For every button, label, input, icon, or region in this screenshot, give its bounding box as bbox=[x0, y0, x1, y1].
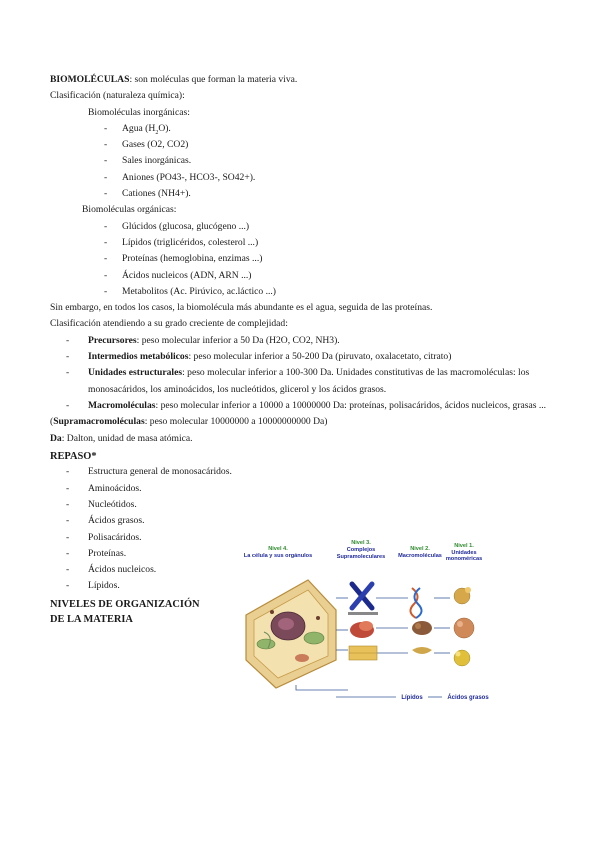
level1-line2: Unidades bbox=[451, 550, 477, 556]
level2-line2: Macromoléculas bbox=[398, 553, 442, 559]
classification-chem: Clasificación (naturaleza química): bbox=[50, 90, 185, 102]
list-item: - Precursores: peso molecular inferior a 50 Da (H2O, CO2, NH3). bbox=[66, 334, 340, 346]
list-item: - Macromoléculas: peso molecular inferior a 10000 a 10000000 Da: proteínas, polisacáridos, ácidos nucleicos, grasas ... bbox=[66, 399, 547, 411]
list-item: - Gases (O2, CO2) bbox=[104, 139, 189, 151]
intro-definition: : son moléculas que forman la materia viva. bbox=[129, 74, 298, 85]
level2-line1: Nivel 2. bbox=[410, 546, 430, 552]
list-item: - Polisacáridos. bbox=[66, 531, 142, 543]
polysaccharide-illustration bbox=[412, 647, 432, 654]
level3-line1: Nivel 3. bbox=[351, 540, 371, 546]
note-water: Sin embargo, en todos los casos, la biomolécula más abundante es el agua, seguida de las proteínas. bbox=[50, 302, 433, 314]
level3-line2: Complejos bbox=[346, 547, 376, 553]
membrane-illustration bbox=[349, 646, 377, 660]
list-item: - Glúcidos (glucosa, glucógeno ...) bbox=[104, 220, 250, 232]
level4-line2: La célula y sus orgánulos bbox=[243, 553, 313, 559]
list-item: - Agua $(H_2O)$. bbox=[104, 122, 171, 136]
dna-illustration bbox=[410, 588, 421, 618]
list-item: - Nucleótidos. bbox=[66, 498, 137, 510]
ribosome-illustration bbox=[350, 621, 374, 638]
list-item: - Ácidos grasos. bbox=[66, 515, 145, 527]
list-item: - Sales inorgánicas. bbox=[104, 155, 192, 167]
protein-illustration bbox=[412, 621, 432, 635]
monomer-illustrations bbox=[454, 587, 474, 666]
level1-line3: monoméricas bbox=[445, 556, 483, 562]
list-item: - Estructura general de monosacáridos. bbox=[66, 466, 232, 478]
intro-term: BIOMOLÉCULAS bbox=[50, 74, 130, 85]
inorganic-title: Biomoléculas inorgánicas: bbox=[88, 106, 190, 118]
levels-diagram bbox=[236, 540, 506, 710]
supra-line: (Supramacromoléculas: peso molecular 10000000 a 10000000000 Da) bbox=[50, 416, 328, 428]
intro-line bbox=[50, 72, 560, 88]
dalton-line: Da: Dalton, unidad de masa atómica. bbox=[50, 432, 193, 444]
organization-levels-figure bbox=[236, 540, 506, 710]
cell-illustration bbox=[246, 580, 336, 688]
list-item: - Aniones (PO43-, HCO3-, SO42+). bbox=[104, 171, 256, 183]
list-item: - Proteínas. bbox=[66, 547, 127, 559]
list-item: - Proteínas (hemoglobina, enzimas ...) bbox=[104, 253, 263, 265]
review-title: REPASO* bbox=[50, 450, 97, 462]
level4-line1: Nivel 4. bbox=[268, 546, 288, 552]
list-item: - Metabolitos (Ac. Pirúvico, ac.láctico ...) bbox=[104, 285, 276, 297]
list-item: - Intermedios metabólicos: peso molecular inferior a 50-200 Da (piruvato, oxalacetato, citrato) bbox=[66, 351, 452, 363]
chromosome-illustration bbox=[348, 584, 378, 615]
level1-line1: Nivel 1. bbox=[454, 543, 474, 549]
label-acidos-grasos: Ácidos grasos bbox=[447, 695, 489, 701]
list-item: - Lípidos (triglicéridos, colesterol ...) bbox=[104, 236, 259, 248]
label-lipidos: Lípidos bbox=[401, 695, 423, 701]
list-item: - Cationes (NH4+). bbox=[104, 188, 191, 200]
list-item: - Lípidos. bbox=[66, 580, 120, 592]
list-item: - Ácidos nucleicos (ADN, ARN ...) bbox=[104, 269, 252, 281]
classification-complex: Clasificación atendiendo a su grado creciente de complejidad: bbox=[50, 318, 288, 330]
level3-line3: Supramoleculares bbox=[336, 554, 386, 560]
levels-heading: NIVELES DE ORGANIZACIÓN DE LA MATERIA bbox=[50, 598, 200, 626]
list-item: - Ácidos nucleicos. bbox=[66, 564, 157, 576]
list-item: - Unidades estructurales: peso molecular inferior a 100-300 Da. Unidades constitutivas de las macromoléculas: los monosacáridos, los aminoácidos, los nucleótidos, glicerol y los ácidos grasos. bbox=[66, 367, 530, 395]
list-item: - Aminoácidos. bbox=[66, 482, 142, 494]
organic-title: Biomoléculas orgánicas: bbox=[82, 204, 177, 216]
